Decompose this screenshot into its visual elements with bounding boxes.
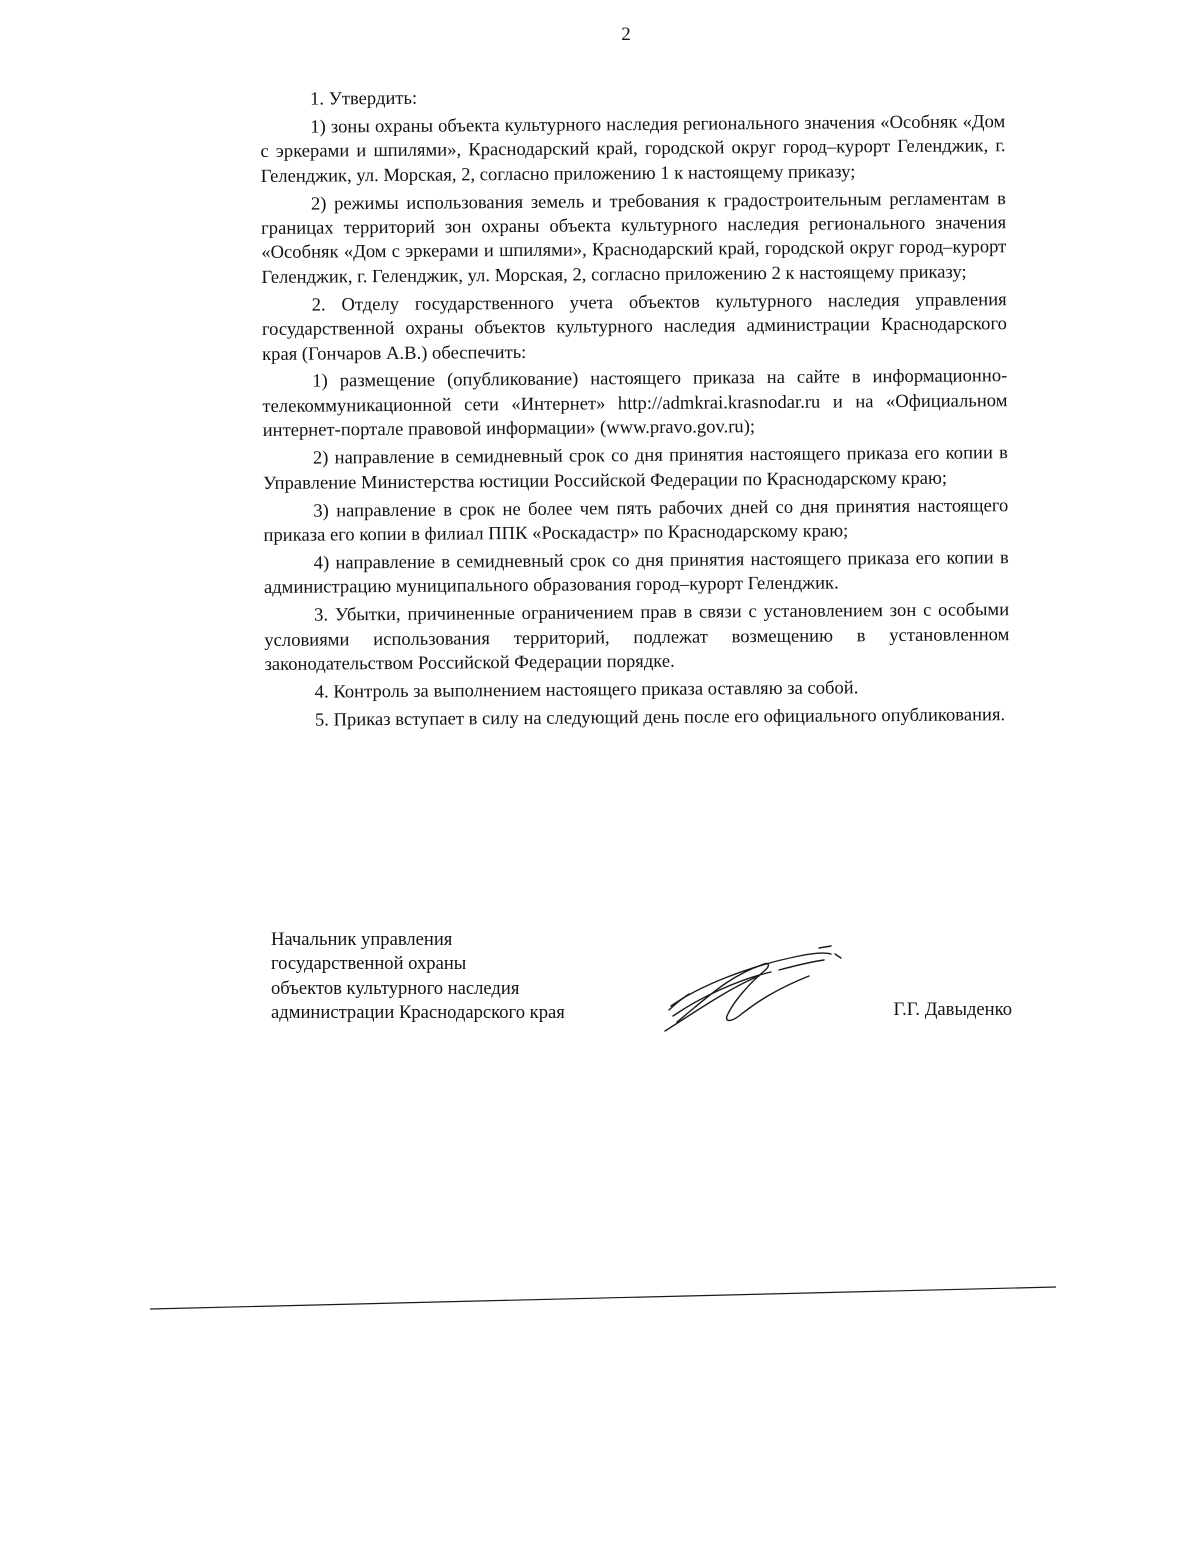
paragraph-effective-date: 5. Приказ вступает в силу на следующий день после его официального опубликования. — [314, 703, 1006, 731]
paragraph-department-item-2: 2) направление в семидневный срок со дня принятия настоящего приказа его копии в Управление Министерства юстиции Российской Федерации по Краснодарскому краю; — [263, 442, 1008, 494]
paragraph-approve-heading: 1. Утвердить: — [310, 87, 418, 110]
paragraph-department-item-4: 4) направление в семидневный срок со дня принятия настоящего приказа его копии в администрацию муниципального образования город–курорт Геленджик. — [263, 546, 1009, 599]
signer-title — [271, 928, 651, 1026]
signature-block — [271, 928, 1016, 1058]
signer-name: Г.Г. Давыденко — [893, 999, 1012, 1020]
document-body — [260, 82, 1010, 733]
paragraph-approve-item-2: 2) режимы использования земель и требования к градостроительным регламентам в границах территорий зон охраны объекта культурного наследия регионального значения «Особняк «Дом с эркерами и шпилями», Краснодарский край, городской округ город–курорт Геленджик, г. Геленджик, ул. Морская, 2, согласно приложению 2 к настоящему приказу; — [261, 187, 1007, 288]
paragraph-department-item-1: 1) размещение (опубликование) настоящего приказа на сайте в информационно-телекоммуникационной сети «Интернет» http://admkrai.krasnodar.ru и на «Официальном интернет-портале правовой информации» (www.pravo.gov.ru); — [262, 365, 1008, 442]
paragraph-department-order: 2. Отделу государственного учета объектов культурного наследия управления государственной охраны объектов культурного наследия администрации Краснодарского края (Гончаров А.В.) обеспечить: — [261, 288, 1007, 365]
signer-title-line: объектов культурного наследия — [271, 977, 520, 999]
page-number: 2 — [621, 24, 631, 45]
handwritten-signature-icon — [659, 936, 849, 1036]
signer-title-line: администрации Краснодарского края — [271, 1002, 565, 1024]
signer-title-line: Начальник управления — [271, 929, 453, 950]
paragraph-department-item-3: 3) направление в срок не более чем пять рабочих дней со дня принятия настоящего приказа его копии в филиал ППК «Роскадастр» по Краснодарскому краю; — [263, 494, 1009, 546]
paragraph-losses: 3. Убытки, причиненные ограничением прав в связи с установлением зон с особыми условиями использования территорий, подлежат возмещению в установленном законодательством Российской Федерации порядке. — [264, 599, 1010, 675]
paragraph-approve-item-1: 1) зоны охраны объекта культурного наследия регионального значения «Особняк «Дом с эркерами и шпилями», Краснодарский край, городской округ город–курорт Геленджик, г. Геленджик, ул. Морская, 2, согласно приложению 1 к настоящему приказу; — [260, 111, 1006, 187]
paragraph-control: 4. Контроль за выполнением настоящего приказа оставляю за собой. — [314, 677, 859, 703]
footer-divider — [150, 1285, 1056, 1311]
signer-title-line: государственной охраны — [271, 953, 467, 975]
